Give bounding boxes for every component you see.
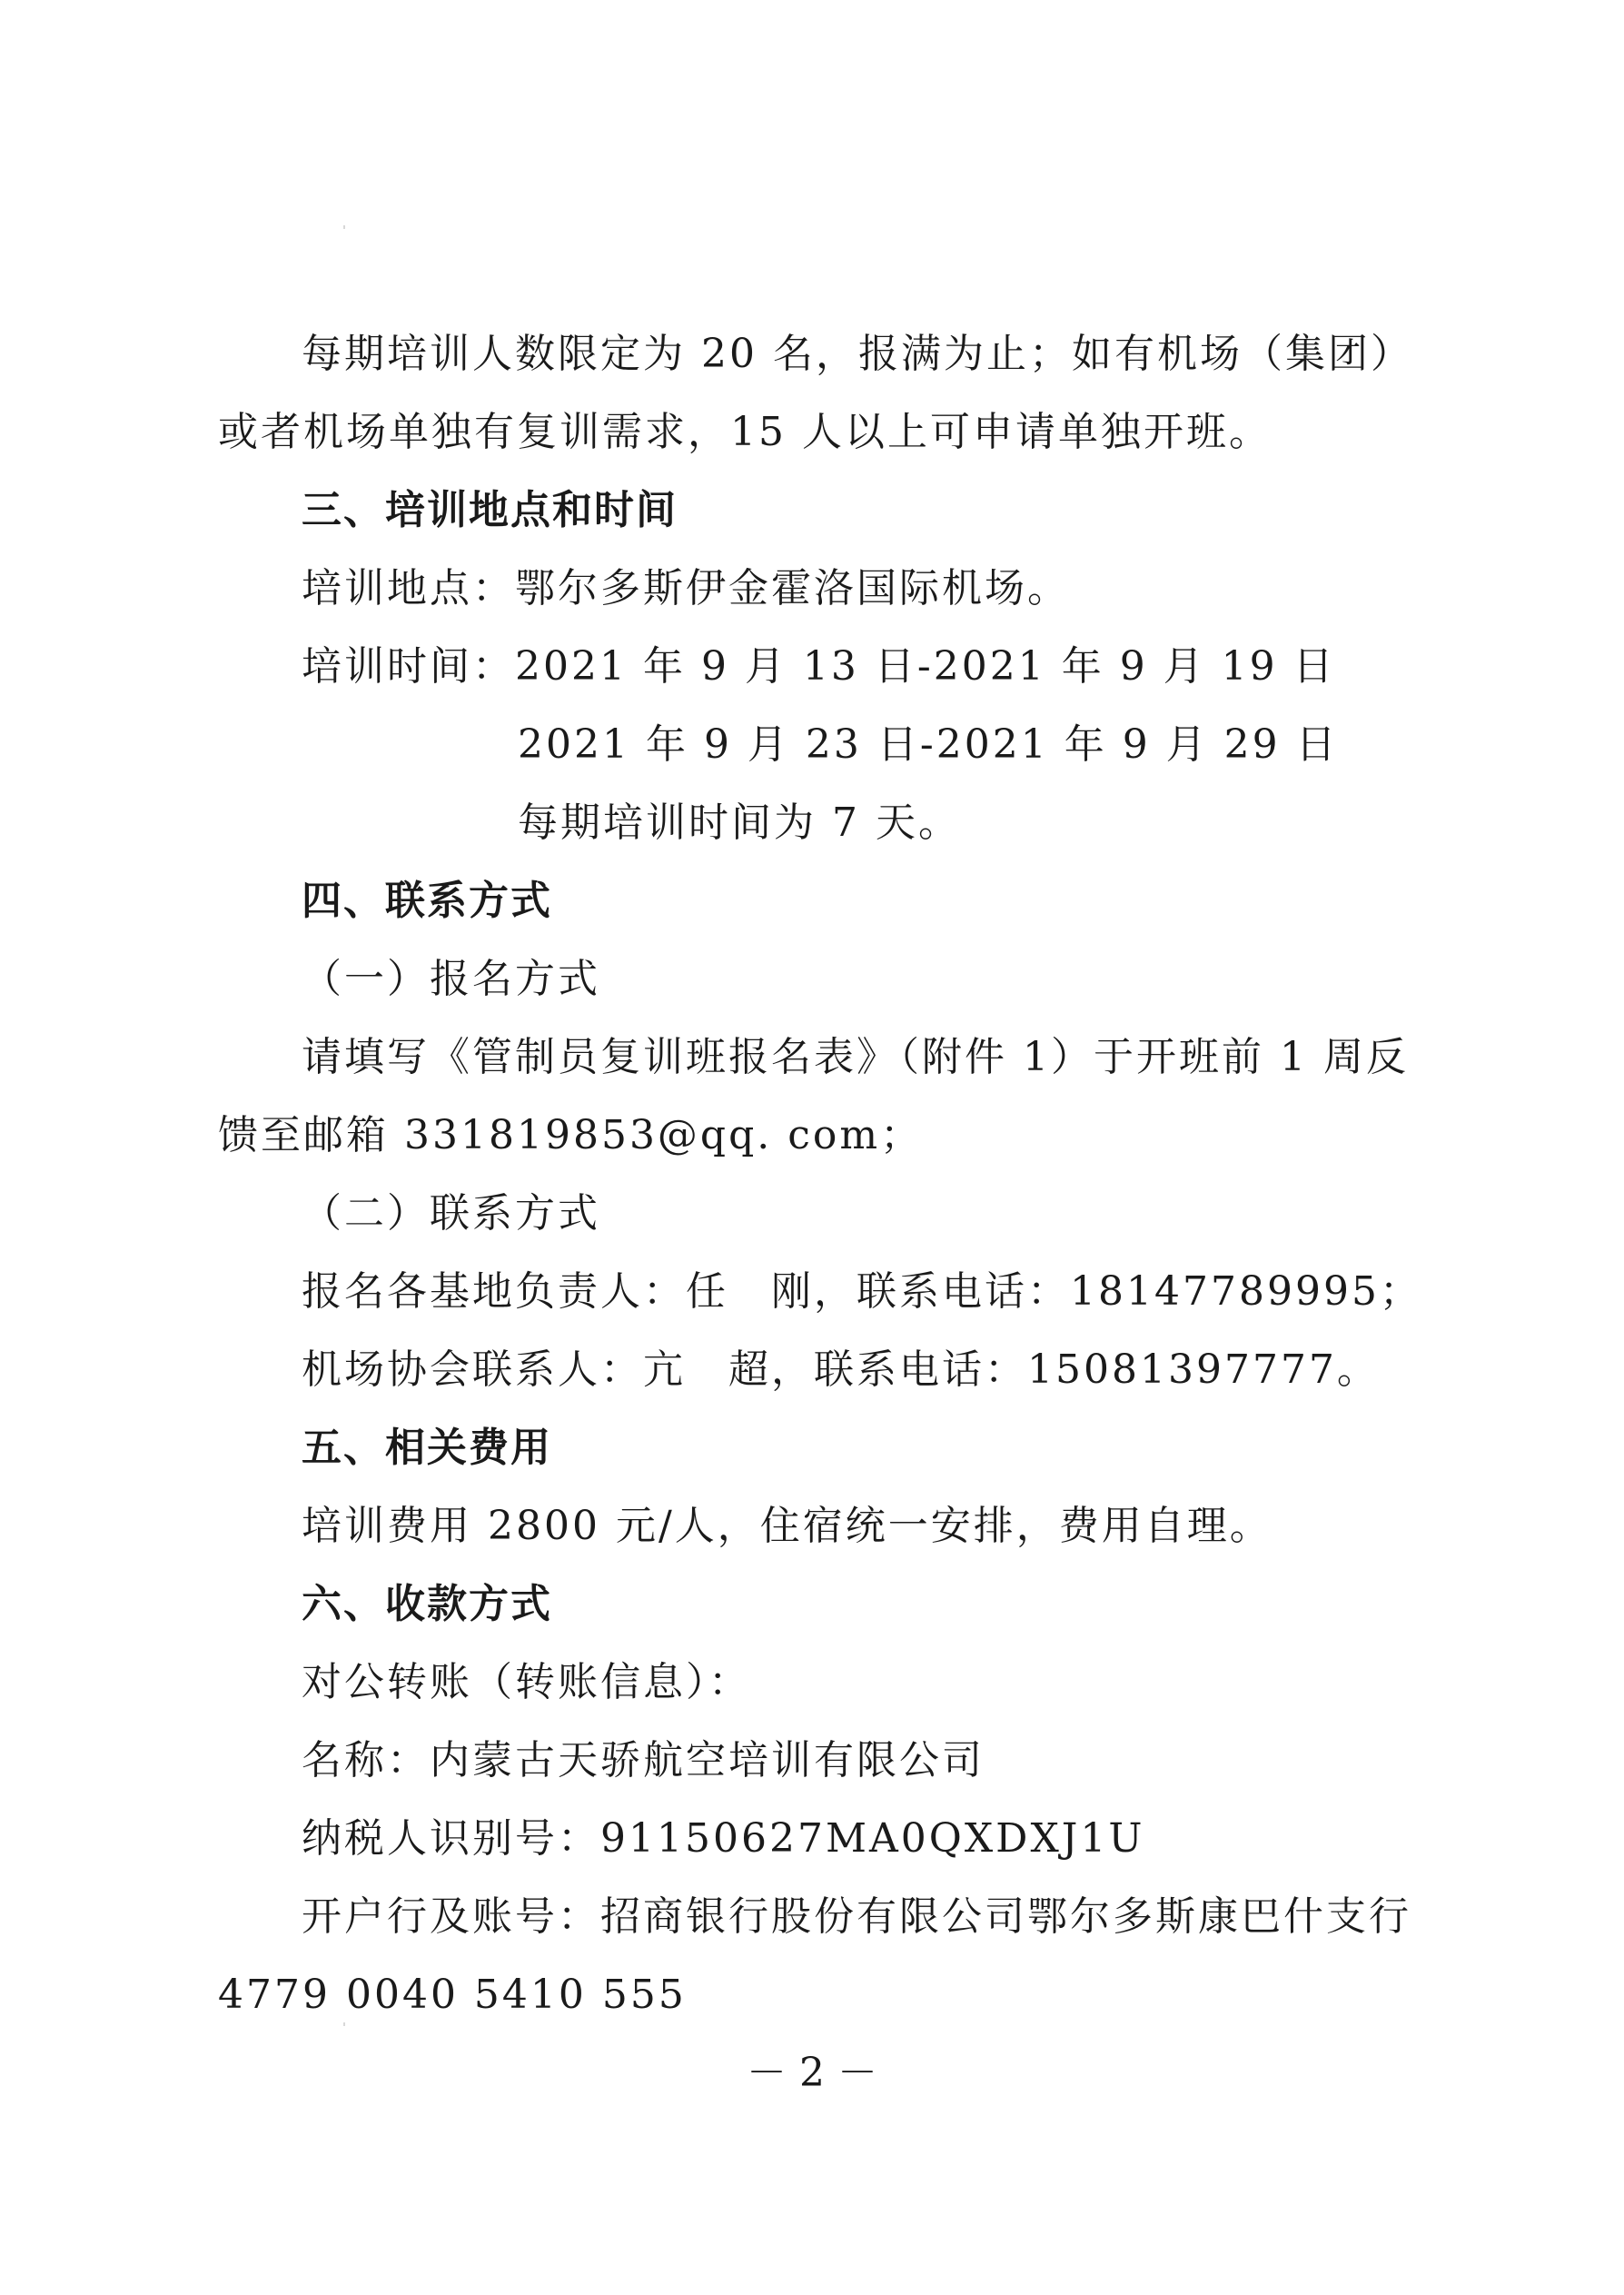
- section-heading: 三、培训地点和时间: [302, 487, 678, 533]
- section-heading: 四、联系方式: [302, 878, 552, 924]
- transfer-line: 对公转账（转账信息）：: [302, 1659, 751, 1705]
- paragraph-line: 或者机场单独有复训需求，15 人以上可申请单独开班。: [218, 409, 1272, 455]
- scan-margin-mark: [343, 225, 345, 229]
- fee-line: 培训费用 2800 元/人，住宿统一安排，费用自理。: [302, 1503, 1272, 1549]
- section-heading: 五、相关费用: [302, 1425, 552, 1471]
- page-number: － 2 －: [747, 2050, 877, 2096]
- subsection-heading: （一）报名方式: [302, 956, 600, 1002]
- contact-line: 报名各基地负责人：任 刚，联系电话：18147789995；: [302, 1268, 1422, 1315]
- subsection-heading: （二）联系方式: [302, 1190, 600, 1237]
- bank-account: 4779 0040 5410 555: [218, 1972, 687, 2018]
- tax-id: 纳税人识别号：91150627MA0QXDXJ1U: [302, 1815, 1145, 1862]
- training-time-second: 2021 年 9 月 23 日-2021 年 9 月 29 日: [518, 721, 1339, 768]
- training-location: 培训地点：鄂尔多斯伊金霍洛国际机场。: [302, 565, 1070, 611]
- scan-margin-mark: [343, 2022, 345, 2026]
- paragraph-line: 请填写《管制员复训班报名表》（附件 1）于开班前 1 周反: [302, 1034, 1409, 1080]
- training-duration: 每期培训时间为 7 天。: [518, 800, 961, 846]
- bank-info: 开户行及账号：招商银行股份有限公司鄂尔多斯康巴什支行: [302, 1893, 1411, 1940]
- signup-email: 馈至邮箱 331819853@qq. com；: [218, 1112, 924, 1158]
- paragraph-line: 每期培训人数限定为 20 名，报满为止；如有机场（集团）: [302, 331, 1413, 377]
- company-name: 名称：内蒙古天骄航空培训有限公司: [302, 1737, 985, 1783]
- section-heading: 六、收款方式: [302, 1581, 552, 1627]
- training-time: 培训时间：2021 年 9 月 13 日-2021 年 9 月 19 日: [302, 643, 1336, 690]
- contact-line: 机场协会联系人：亢 超，联系电话：15081397777。: [302, 1346, 1380, 1393]
